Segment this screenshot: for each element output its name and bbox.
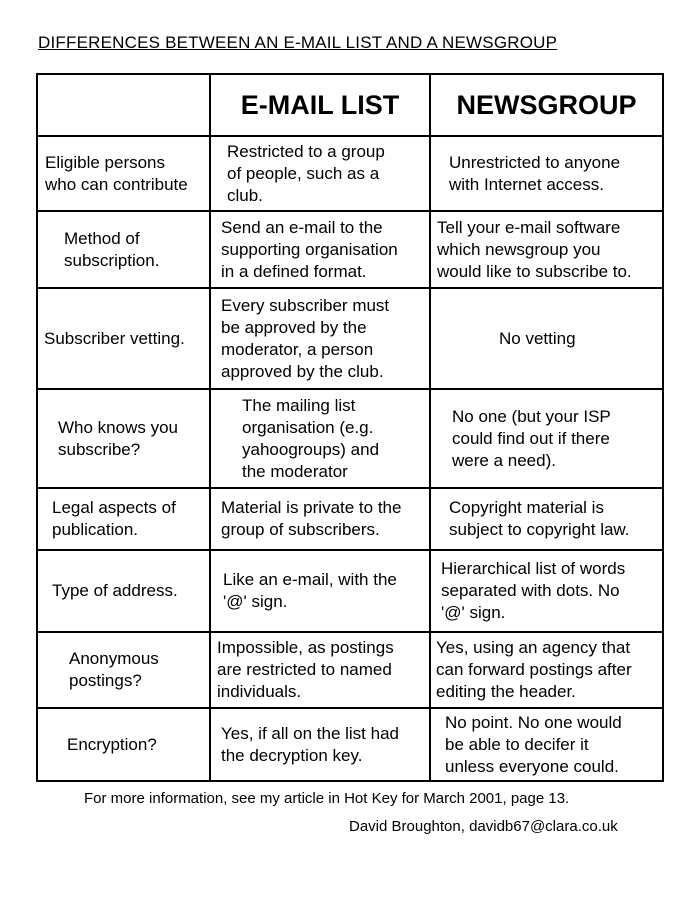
table-row	[37, 632, 663, 708]
email-list-cell: The mailing list organisation (e.g. yahoogroups) and the moderator	[242, 395, 380, 481]
table-row	[37, 389, 663, 488]
newsgroup-cell: Unrestricted to anyone with Internet access.	[449, 152, 621, 194]
page-title: DIFFERENCES BETWEEN AN E-MAIL LIST AND A NEWSGROUP	[38, 33, 558, 52]
email-list-cell: Material is private to the group of subscribers.	[221, 498, 402, 539]
table-row	[37, 288, 663, 389]
newsgroup-cell: No one (but your ISP could find out if there were a need).	[452, 406, 611, 470]
table-row	[37, 136, 663, 211]
table-row	[37, 708, 663, 781]
table-row	[37, 488, 663, 550]
footer-note: For more information, see my article in Hot Key for March 2001, page 13.	[84, 790, 570, 807]
row-label: Subscriber vetting.	[44, 328, 185, 348]
table-row	[37, 211, 663, 288]
email-list-cell: Like an e-mail, with the '@' sign.	[223, 570, 397, 611]
table-header-row	[37, 74, 663, 136]
header-email-list: E-MAIL LIST	[210, 74, 430, 136]
newsgroup-cell: No vetting	[499, 328, 576, 348]
footer-author: David Broughton, davidb67@clara.co.uk	[349, 818, 618, 835]
newsgroup-cell: Hierarchical list of words separated with dots. No '@' sign.	[441, 559, 626, 622]
row-label: Legal aspects of publication.	[52, 498, 176, 539]
newsgroup-cell: Copyright material is subject to copyright law.	[449, 498, 630, 539]
row-label: Who knows you subscribe?	[58, 417, 178, 459]
table-row	[37, 550, 663, 632]
row-label: Eligible persons who can contribute	[45, 152, 188, 194]
email-list-cell: Restricted to a group of people, such as a club.	[227, 141, 385, 205]
email-list-cell: Yes, if all on the list had the decryption key.	[221, 723, 399, 765]
row-label: Method of subscription.	[64, 228, 160, 270]
email-list-cell: Send an e-mail to the supporting organisation in a defined format.	[221, 217, 398, 281]
row-label: Anonymous postings?	[69, 649, 159, 690]
newsgroup-cell: Yes, using an agency that can forward postings after editing the header.	[436, 638, 632, 701]
comparison-table	[36, 73, 664, 782]
email-list-cell: Every subscriber must be approved by the moderator, a person approved by the club.	[221, 295, 390, 381]
header-newsgroup: NEWSGROUP	[430, 74, 663, 136]
newsgroup-cell: No point. No one would be able to decifer it unless everyone could.	[445, 712, 622, 776]
row-label: Encryption?	[67, 734, 157, 754]
newsgroup-cell: Tell your e-mail software which newsgroup you would like to subscribe to.	[437, 217, 632, 281]
header-empty-cell	[37, 74, 210, 136]
row-label: Type of address.	[52, 581, 178, 600]
email-list-cell: Impossible, as postings are restricted to named individuals.	[217, 638, 394, 701]
